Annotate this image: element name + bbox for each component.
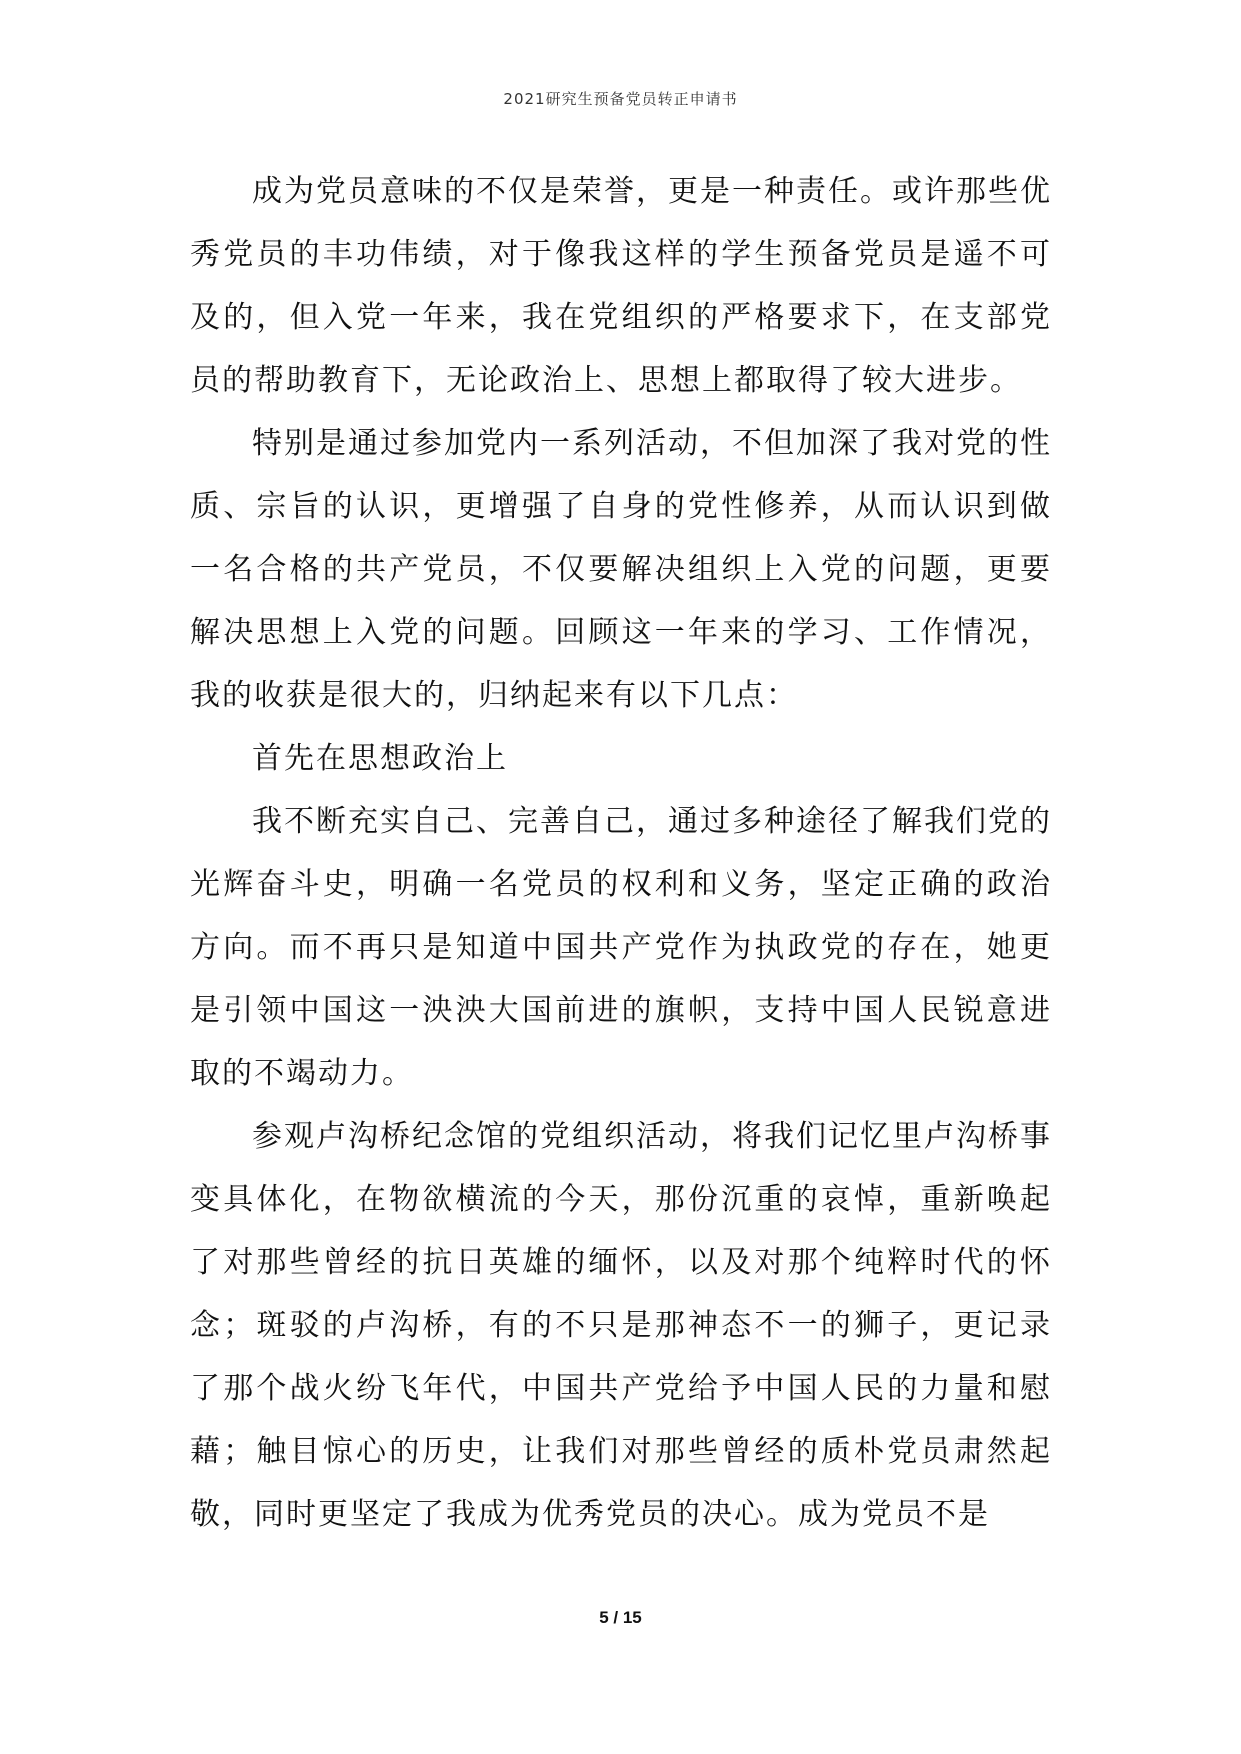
page-number: 5 / 15: [599, 1608, 642, 1627]
paragraph: 我不断充实自己、完善自己，通过多种途径了解我们党的光辉奋斗史，明确一名党员的权利和义务，坚定正确的政治方向。而不再只是知道中国共产党作为执政党的存在，她更是引领中国这一泱泱大国前进的旗帜，支持中国人民锐意进取的不竭动力。: [190, 804, 1052, 1091]
section-heading: 首先在思想政治上: [252, 741, 508, 776]
paragraph: 参观卢沟桥纪念馆的党组织活动，将我们记忆里卢沟桥事变具体化，在物欲横流的今天，那份沉重的哀悼，重新唤起了对那些曾经的抗日英雄的缅怀，以及对那个纯粹时代的怀念；斑驳的卢沟桥，有的不只是那神态不一的狮子，更记录了那个战火纷飞年代，中国共产党给予中国人民的力量和慰藉；触目惊心的历史，让我们对那些曾经的质朴党员肃然起敬，同时更坚定了我成为优秀党员的决心。成为党员不是: [190, 1119, 1052, 1532]
paragraph: 特别是通过参加党内一系列活动，不但加深了我对党的性质、宗旨的认识，更增强了自身的党性修养，从而认识到做一名合格的共产党员，不仅要解决组织上入党的问题，更要解决思想上入党的问题。回顾这一年来的学习、工作情况，我的收获是很大的，归纳起来有以下几点：: [190, 426, 1052, 713]
body-text: [190, 160, 1052, 1546]
running-header: 2021研究生预备党员转正申请书: [503, 90, 738, 108]
paragraph: 成为党员意味的不仅是荣誉，更是一种责任。或许那些优秀党员的丰功伟绩，对于像我这样的学生预备党员是遥不可及的，但入党一年来，我在党组织的严格要求下，在支部党员的帮助教育下，无论政治上、思想上都取得了较大进步。: [190, 174, 1052, 398]
